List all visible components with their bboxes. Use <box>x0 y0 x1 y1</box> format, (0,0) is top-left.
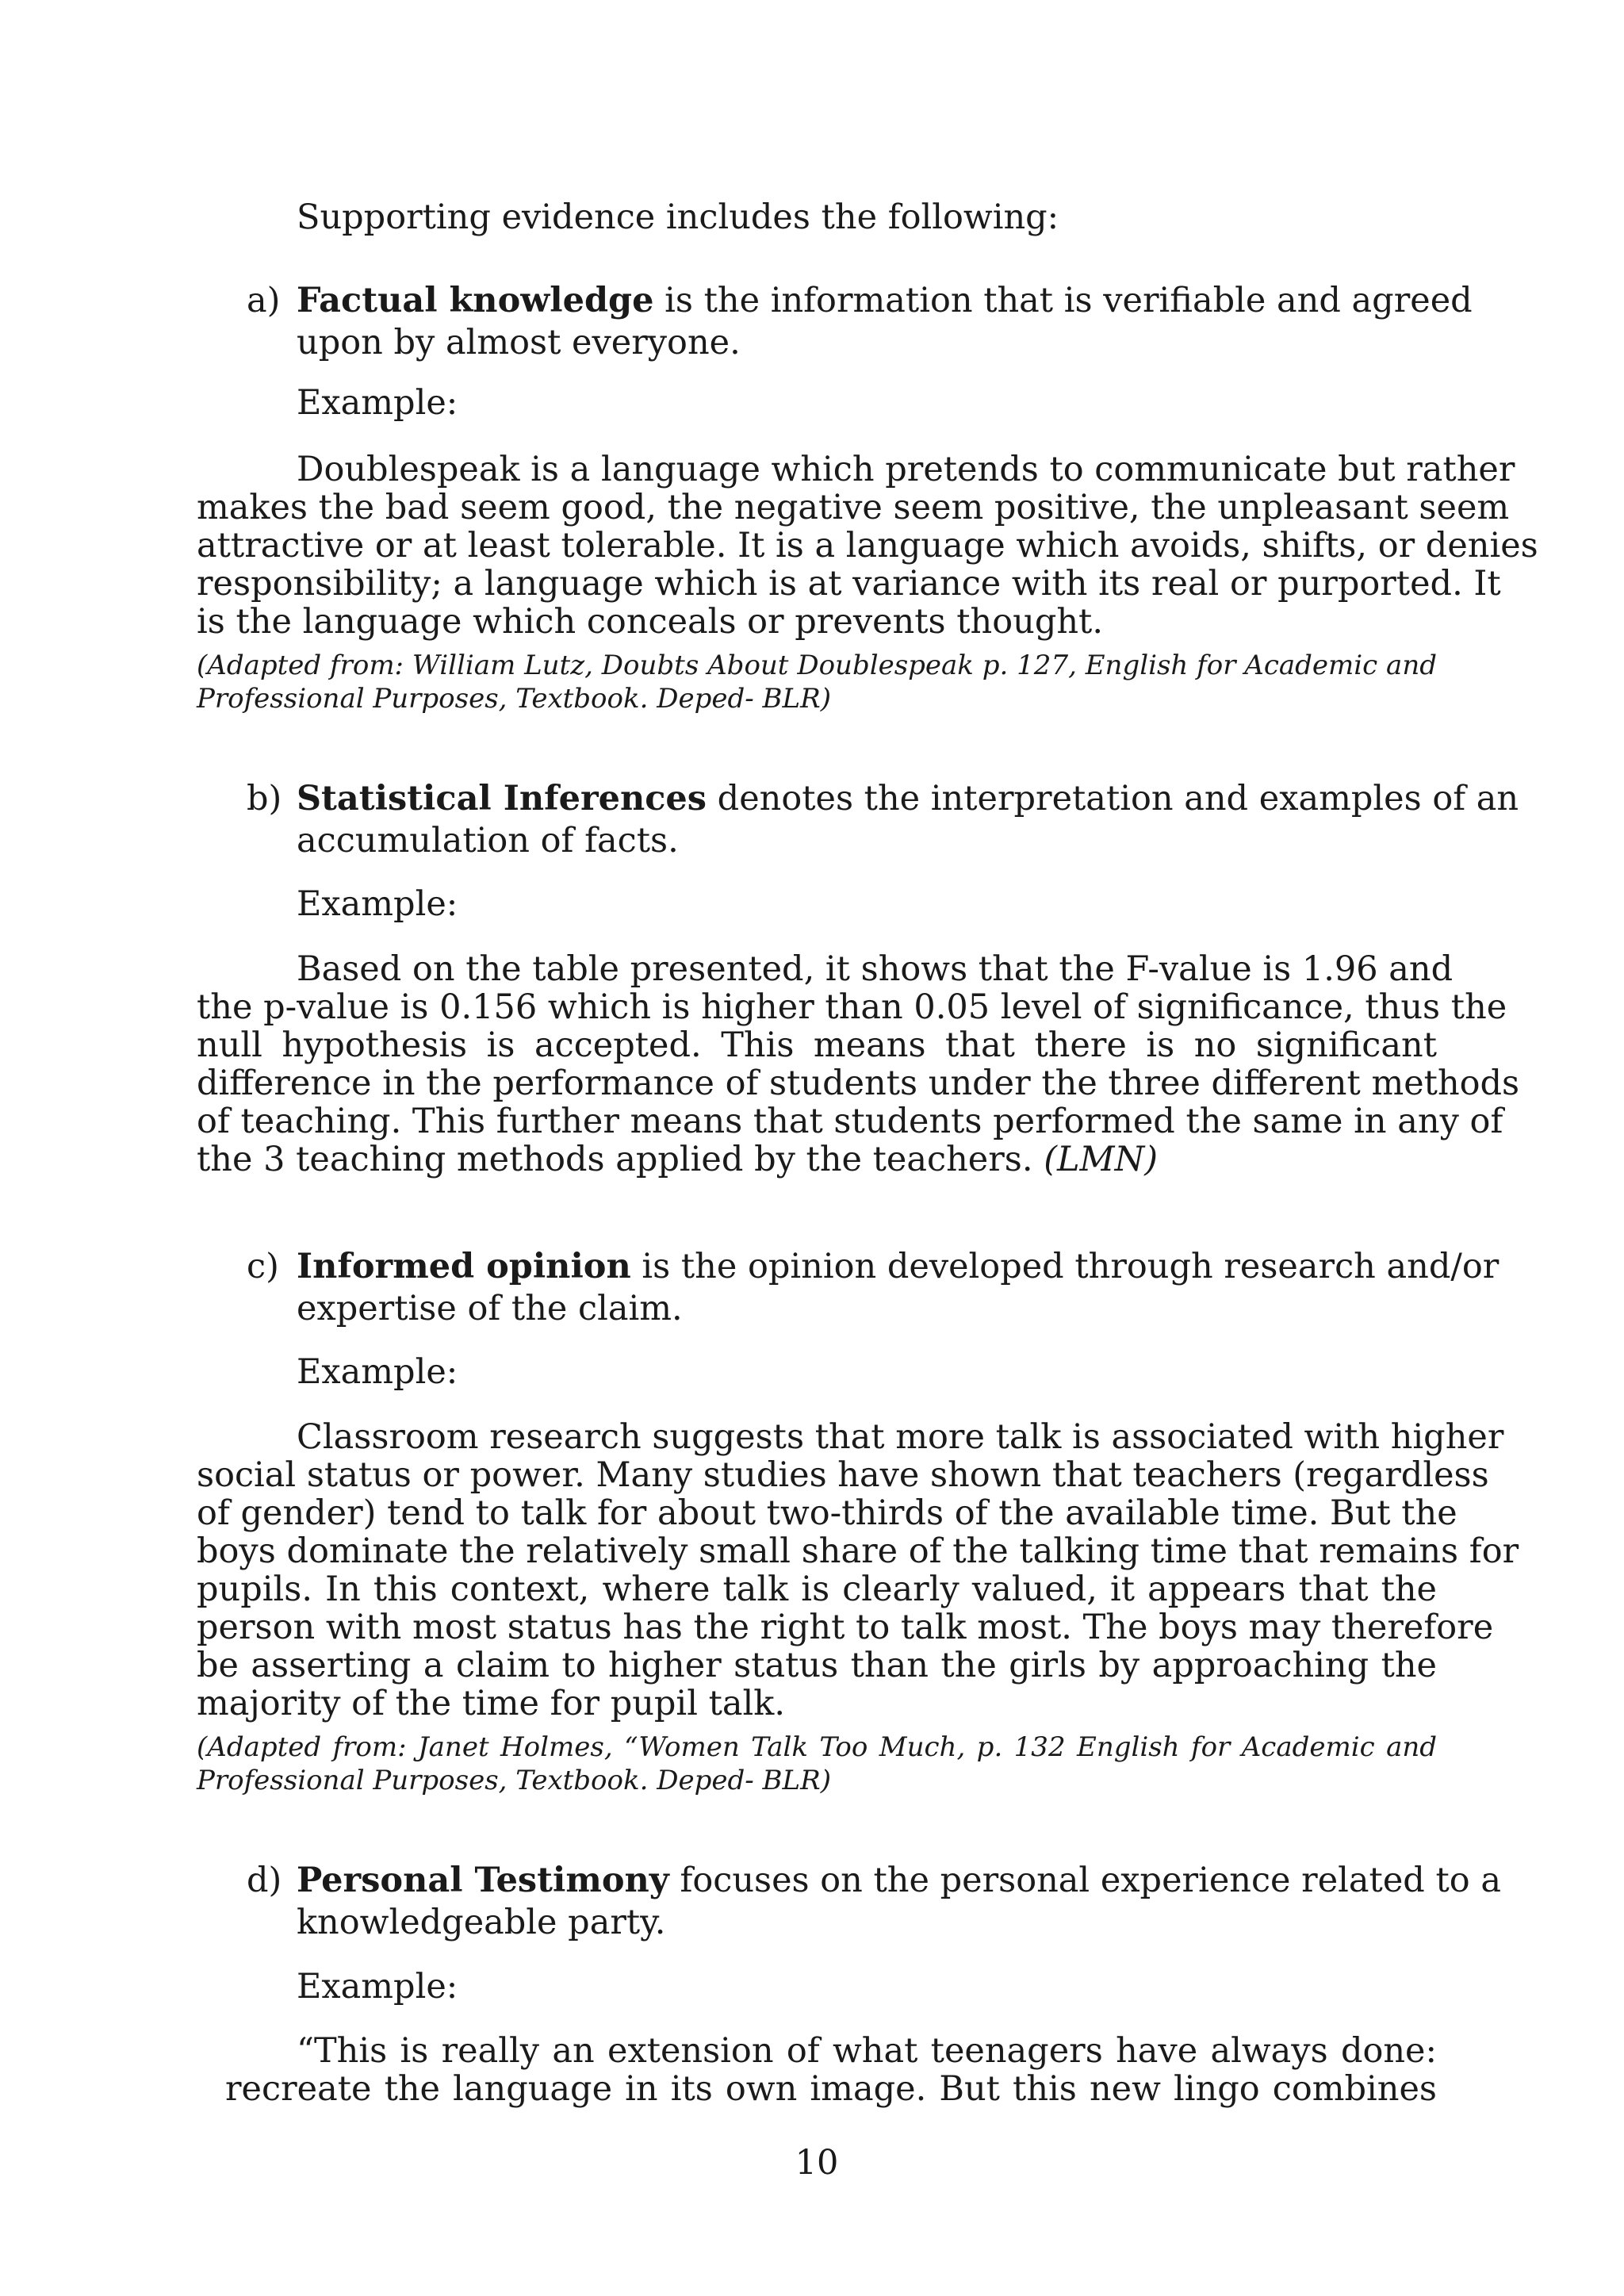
citation-c <box>197 1731 1437 1797</box>
list-marker-c: c) <box>247 1247 279 1286</box>
paragraph-line: of gender) tend to talk for about two-thirds of the available time. But the <box>197 1493 1457 1533</box>
paragraph-line: the 3 teaching methods applied by the teachers. <box>197 1140 1044 1179</box>
term-informed-opinion: Informed opinion <box>297 1247 631 1286</box>
paragraph-last-line <box>197 1140 1437 1179</box>
definition-informed-opinion <box>297 1248 1499 1286</box>
definition-text: denotes the interpretation and examples of an <box>707 779 1519 818</box>
definition-line-2: expertise of the claim. <box>297 1289 683 1328</box>
paragraph-line: person with most status has the right to talk most. The boys may therefore <box>197 1608 1494 1647</box>
list-marker-b: b) <box>247 779 282 818</box>
paragraph-line: pupils. In this context, where talk is clearly valued, it appears that the <box>197 1570 1437 1609</box>
intro-text: Supporting evidence includes the following: <box>297 197 1059 237</box>
citation-line: (Adapted from: William Lutz, Doubts About Doublespeak p. 127, English for Academic and <box>197 650 1437 681</box>
definition-text: focuses on the personal experience related to a <box>668 1861 1501 1900</box>
example-label: Example: <box>297 1967 458 2007</box>
list-marker-a: a) <box>247 281 281 320</box>
paragraph-line: majority of the time for pupil talk. <box>197 1684 786 1723</box>
definition-text: is the information that is verifiable and agreed <box>653 281 1473 320</box>
paragraph-line: “This is really an extension of what teenagers have always done: <box>297 2031 1437 2071</box>
paragraph-line: is the language which conceals or prevents thought. <box>197 602 1103 642</box>
example-paragraph-d <box>225 2032 1437 2108</box>
paragraph-line: responsibility; a language which is at variance with its real or purported. It <box>197 564 1501 604</box>
paragraph-line: makes the bad seem good, the negative seem positive, the unpleasant seem <box>197 488 1510 527</box>
citation-a <box>197 649 1437 715</box>
paragraph-line: social status or power. Many studies have shown that teachers (regardless <box>197 1455 1489 1495</box>
term-personal-testimony: Personal Testimony <box>297 1861 669 1900</box>
example-label: Example: <box>297 383 458 423</box>
paragraph-line: difference in the performance of students under the three different methods <box>197 1064 1520 1103</box>
paragraph-line: Classroom research suggests that more talk is associated with higher <box>297 1417 1504 1457</box>
list-marker-d: d) <box>247 1861 282 1900</box>
definition-factual-knowledge <box>297 282 1473 320</box>
definition-line-2: upon by almost everyone. <box>297 323 741 362</box>
source-tag: (LMN) <box>1044 1140 1158 1179</box>
term-factual-knowledge: Factual knowledge <box>297 281 654 320</box>
definition-statistical-inferences <box>297 780 1519 818</box>
example-paragraph-c <box>197 1417 1519 1723</box>
paragraph-line: Doublespeak is a language which pretends to communicate but rather <box>297 450 1515 489</box>
definition-text: is the opinion developed through research and/or <box>630 1247 1500 1286</box>
paragraph-line: attractive or at least tolerable. It is a language which avoids, shifts, or denies <box>197 526 1538 565</box>
example-label: Example: <box>297 884 458 924</box>
paragraph-line: the p-value is 0.156 which is higher than 0.05 level of significance, thus the <box>197 987 1507 1027</box>
example-paragraph-b <box>197 949 1520 1179</box>
definition-personal-testimony <box>297 1861 1501 1899</box>
citation-line: Professional Purposes, Textbook. Deped- BLR) <box>197 683 831 715</box>
paragraph-line: be asserting a claim to higher status than the girls by approaching the <box>197 1646 1437 1685</box>
paragraph-line: boys dominate the relatively small share of the talking time that remains for <box>197 1531 1519 1571</box>
paragraph-line: of teaching. This further means that students performed the same in any of <box>197 1102 1503 1141</box>
definition-line-2: accumulation of facts. <box>297 821 679 861</box>
paragraph-line: recreate the language in its own image. But this new lingo combines <box>225 2069 1437 2109</box>
example-paragraph-a <box>197 450 1538 642</box>
page-number: 10 <box>795 2143 839 2183</box>
paragraph-line: null hypothesis is accepted. This means that there is no significant <box>197 1025 1437 1065</box>
example-label: Example: <box>297 1352 458 1392</box>
term-statistical-inferences: Statistical Inferences <box>297 779 707 818</box>
paragraph-line: Based on the table presented, it shows that the F-value is 1.96 and <box>297 949 1454 989</box>
citation-line: (Adapted from: Janet Holmes, “Women Talk Too Much, p. 132 English for Academic and <box>197 1731 1437 1763</box>
citation-line: Professional Purposes, Textbook. Deped- BLR) <box>197 1765 831 1796</box>
definition-line-2: knowledgeable party. <box>297 1903 666 1942</box>
